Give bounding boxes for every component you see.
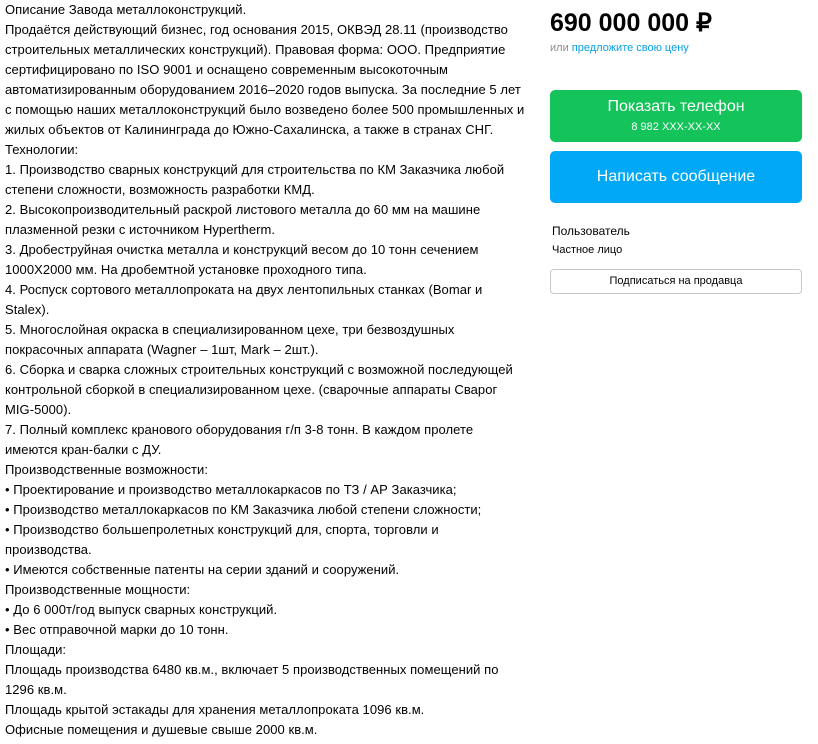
description-title: Описание Завода металлоконструкций.	[5, 2, 247, 17]
description-heading-capacity: Производственные мощности:	[5, 582, 191, 597]
description-heading-areas: Площади:	[5, 642, 67, 657]
item-description	[5, 0, 525, 740]
description-heading-technologies: Технологии:	[5, 142, 79, 157]
description-paragraph: Продаётся действующий бизнес, год основания 2015, ОКВЭД 28.11 (производство строительных металлических конструкций). Правовая форма: ООО. Предприятие сертифицировано по ISO 9001 и оснащено современным высокоточным автоматизированным оборудованием 2016–2020 годов выпуска. За последние 5 лет с помощью наших металлоконструкций было возведено более 500 промышленных и жилых объектов от Калининграда до Южно-Сахалинска, а также в странах СНГ.	[5, 22, 525, 137]
description-line: • Проектирование и производство металлокаркасов по ТЗ / АР Заказчика;	[5, 482, 457, 497]
description-line: • Вес отправочной марки до 10 тонн.	[5, 622, 229, 637]
description-line: 2. Высокопроизводительный раскрой листового металла до 60 мм на машине плазменной резки с источником Hypertherm.	[5, 202, 481, 237]
seller-kind: Частное лицо	[552, 244, 623, 256]
description-line: • Производство большепролетных конструкций для, спорта, торговли и производства.	[5, 522, 439, 557]
description-line: 7. Полный комплекс кранового оборудования г/п 3-8 тонн. В каждом пролете имеются кран-балки с ДУ.	[5, 422, 474, 457]
description-line: Площадь крытой эстакады для хранения металлопроката 1096 кв.м.	[5, 702, 425, 717]
price-offer	[550, 40, 689, 56]
description-line: 6. Сборка и сварка сложных строительных конструкций с возможной последующей контрольной сборкой в специализированном цехе. (сварочные аппараты Сварог MIG-5000).	[5, 362, 513, 417]
description-line: 3. Дробеструйная очистка металла и конструкций весом до 10 тонн сечением 1000X2000 мм. На дробемтной установке проходного типа.	[5, 242, 479, 277]
description-line: Офисные помещения и душевые свыше 2000 кв.м.	[5, 722, 318, 737]
subscribe-seller-button[interactable]: Подписаться на продавца	[550, 269, 802, 294]
description-line: • Имеются собственные патенты на серии зданий и сооружений.	[5, 562, 400, 577]
write-message-button[interactable]: Написать сообщение	[550, 151, 802, 203]
description-line: • До 6 000т/год выпуск сварных конструкций.	[5, 602, 278, 617]
description-line: 1. Производство сварных конструкций для строительства по КМ Заказчика любой степени сложности, возможность разработки КМД.	[5, 162, 505, 197]
show-phone-label: Показать телефон	[607, 98, 745, 115]
seller-type: Пользователь	[552, 224, 630, 238]
description-line: 5. Многослойная окраска в специализированном цехе, три безвоздушных покрасочных аппарата (Wagner – 1шт, Mark – 2шт.).	[5, 322, 455, 357]
phone-masked: 8 982 XXX-XX-XX	[631, 121, 721, 133]
description-heading-capabilities: Производственные возможности:	[5, 462, 209, 477]
offer-price-link[interactable]: предложите свою цену	[571, 42, 689, 54]
price: 690 000 000 ₽	[550, 9, 712, 37]
offer-prefix: или	[550, 42, 569, 54]
description-line: • Производство металлокаркасов по КМ Заказчика любой степени сложности;	[5, 502, 482, 517]
description-line: Площадь производства 6480 кв.м., включает 5 производственных помещений по 1296 кв.м.	[5, 662, 499, 697]
description-line: 4. Роспуск сортового металлопроката на двух лентопильных станках (Bomar и Stalex).	[5, 282, 483, 317]
show-phone-button[interactable]	[550, 90, 802, 142]
